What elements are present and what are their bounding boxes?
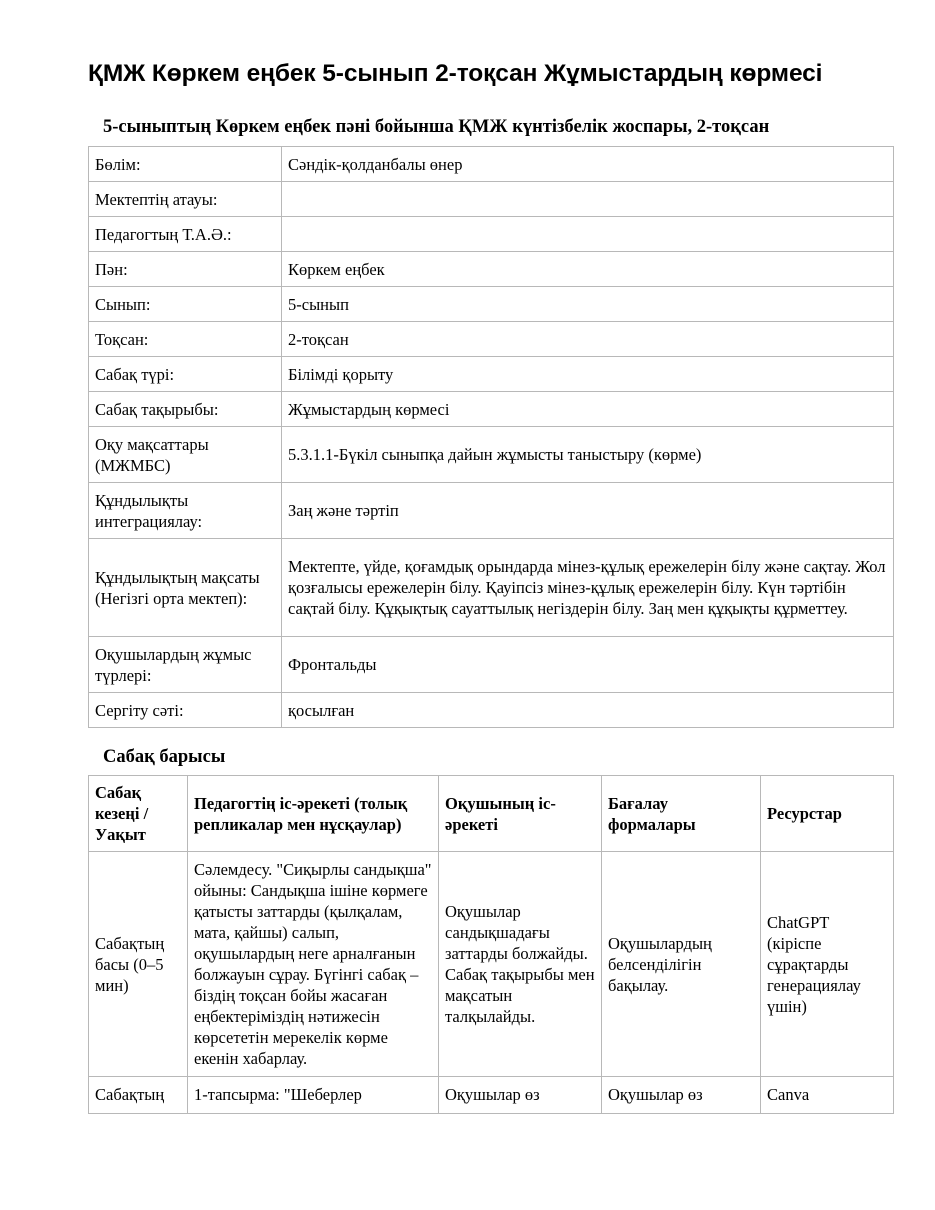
info-value-quarter: 2-тоқсан <box>282 322 894 357</box>
info-label-quarter: Тоқсан: <box>89 322 282 357</box>
info-label-value-goal: Құндылықтың мақсаты (Негізгі орта мектеп): <box>89 539 282 637</box>
info-value-work-forms: Фронтальды <box>282 637 894 693</box>
column-header-assessment: Бағалау формалары <box>602 776 761 852</box>
table-row <box>89 637 894 693</box>
info-label-value-integration: Құндылықты интеграциялау: <box>89 483 282 539</box>
table-row <box>89 357 894 392</box>
lesson-progress-table <box>88 775 894 1114</box>
table-header-row <box>89 776 894 852</box>
column-header-teacher-actions: Педагогтің іс-әрекеті (толық репликалар мен нұсқаулар) <box>188 776 439 852</box>
cell-stage: Сабақтың <box>89 1077 188 1114</box>
table-row <box>89 1077 894 1114</box>
cell-student-actions: Оқушылар сандықшадағы заттарды болжайды. Сабақ тақырыбы мен мақсатын талқылайды. <box>439 852 602 1077</box>
table-row <box>89 539 894 637</box>
info-value-section: Сәндік-қолданбалы өнер <box>282 147 894 182</box>
info-label-section: Бөлім: <box>89 147 282 182</box>
table-row <box>89 392 894 427</box>
cell-student-actions: Оқушылар өз <box>439 1077 602 1114</box>
cell-teacher-actions: Сәлемдесу. "Сиқырлы сандықша" ойыны: Сандықша ішіне көрмеге қатысты заттарды (қылқалам, мата, қайшы) салып, оқушылардың неге арналғанын болжауын сұрау. Бүгінгі сабақ – біздің тоқсан бойы жасаған еңбектеріміздің нәтижесін көрсететін мерекелік көрме екенін хабарлау. <box>188 852 439 1077</box>
info-value-objectives: 5.3.1.1-Бүкіл сыныпқа дайын жұмысты таныстыру (көрме) <box>282 427 894 483</box>
table-row <box>89 217 894 252</box>
lesson-info-table <box>88 146 894 728</box>
info-value-refresh: қосылған <box>282 693 894 728</box>
column-header-stage: Сабақ кезеңі / Уақыт <box>89 776 188 852</box>
cell-teacher-actions: 1-тапсырма: "Шеберлер <box>188 1077 439 1114</box>
info-label-teacher: Педагогтың Т.А.Ә.: <box>89 217 282 252</box>
info-label-lesson-type: Сабақ түрі: <box>89 357 282 392</box>
info-label-work-forms: Оқушылардың жұмыс түрлері: <box>89 637 282 693</box>
column-header-student-actions: Оқушының іс-әрекеті <box>439 776 602 852</box>
info-value-subject: Көркем еңбек <box>282 252 894 287</box>
info-value-value-goal: Мектепте, үйде, қоғамдық орындарда мінез-құлық ережелерін білу және сақтау. Жол қозғалысы ережелерін білу. Қауіпсіз мінез-құлық ережелерін білу. Күн тәртібін сақтай білу. Құқықтық сауаттылық негіздерін білу. Заң мен құқықты құрметтеу. <box>282 539 894 637</box>
table-row <box>89 322 894 357</box>
info-label-subject: Пән: <box>89 252 282 287</box>
cell-resources: ChatGPT (кіріспе сұрақтарды генерациялау үшін) <box>761 852 894 1077</box>
plan-heading: 5-сыныптың Көркем еңбек пәні бойынша ҚМЖ күнтізбелік жоспары, 2-тоқсан <box>103 117 770 137</box>
info-label-grade: Сынып: <box>89 287 282 322</box>
table-row <box>89 693 894 728</box>
info-label-refresh: Сергіту сәті: <box>89 693 282 728</box>
info-value-value-integration: Заң және тәртіп <box>282 483 894 539</box>
table-row <box>89 287 894 322</box>
table-row <box>89 147 894 182</box>
info-value-teacher <box>282 217 894 252</box>
table-row <box>89 252 894 287</box>
table-row <box>89 483 894 539</box>
lesson-progress-heading: Сабақ барысы <box>103 747 226 767</box>
document-page <box>88 58 893 1114</box>
table-row <box>89 182 894 217</box>
cell-assessment: Оқушылардың белсенділігін бақылау. <box>602 852 761 1077</box>
info-label-objectives: Оқу мақсаттары (МЖМБС) <box>89 427 282 483</box>
info-label-school: Мектептің атауы: <box>89 182 282 217</box>
document-title: ҚМЖ Көркем еңбек 5-сынып 2-тоқсан Жұмыстардың көрмесі <box>88 60 823 87</box>
info-value-lesson-type: Білімді қорыту <box>282 357 894 392</box>
info-value-school <box>282 182 894 217</box>
cell-assessment: Оқушылар өз <box>602 1077 761 1114</box>
table-row <box>89 427 894 483</box>
cell-stage: Сабақтың басы (0–5 мин) <box>89 852 188 1077</box>
info-value-lesson-topic: Жұмыстардың көрмесі <box>282 392 894 427</box>
table-row <box>89 852 894 1077</box>
info-value-grade: 5-сынып <box>282 287 894 322</box>
info-label-lesson-topic: Сабақ тақырыбы: <box>89 392 282 427</box>
cell-resources: Canva <box>761 1077 894 1114</box>
column-header-resources: Ресурстар <box>761 776 894 852</box>
